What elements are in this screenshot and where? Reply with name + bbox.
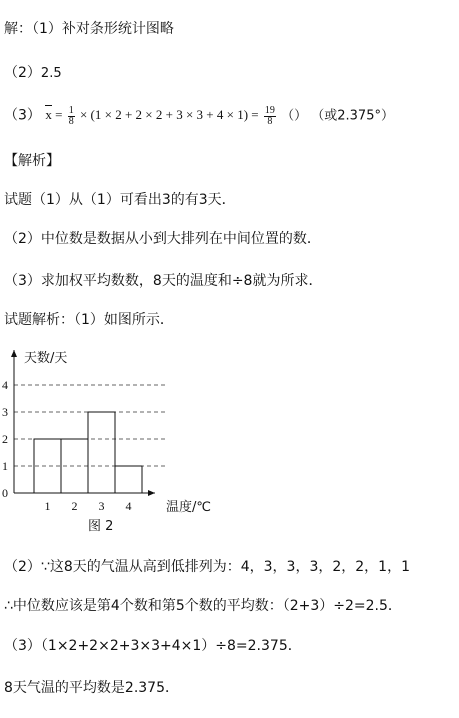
answer-line-7: （3）（1×2+2×2+3×3+4×1）÷8=2.375． <box>4 638 302 654</box>
solution-line-2 <box>4 64 62 83</box>
figure-caption: 图 2 <box>88 519 114 534</box>
y-tick-label: 2 <box>2 432 8 446</box>
line2-label: （2） <box>4 65 41 81</box>
fraction-denominator: 8 <box>68 116 74 127</box>
analysis-line-4: 试题解析：（1）如图所示． <box>4 312 174 328</box>
result-fraction <box>264 106 276 127</box>
x-axis-title: 温度/℃ <box>166 500 211 515</box>
x-tick-label: 4 <box>125 499 132 513</box>
weighted-sum-expression: × (1 × 2 + 2 × 2 + 3 × 3 + 4 × 1) = <box>79 107 259 123</box>
x-tick-label: 2 <box>71 499 78 513</box>
y-tick-label: 1 <box>2 459 8 473</box>
chart-grid <box>14 385 167 466</box>
bar <box>88 412 115 493</box>
line3-tail: （） （或2.375°） <box>281 108 394 124</box>
x-tick-label: 1 <box>44 499 51 513</box>
analysis-line-3: （3）求加权平均数数，8天的温度和÷8就为所求． <box>4 273 323 289</box>
chart-labels <box>2 350 211 534</box>
y-tick-label: 0 <box>2 486 8 500</box>
mean-x-symbol: x <box>45 107 52 123</box>
fraction-numerator: 1 <box>68 105 74 116</box>
analysis-line-2: （2）中位数是数据从小到大排列在中间位置的数． <box>4 231 321 247</box>
line3-label: （3） <box>4 107 41 124</box>
line2-value: 2.5 <box>40 66 62 81</box>
one-eighth-fraction <box>68 106 75 127</box>
chart-bars <box>34 412 142 493</box>
y-axis-title: 天数/天 <box>24 351 68 366</box>
y-tick-label: 3 <box>2 405 8 419</box>
y-axis-arrow-icon <box>11 350 17 357</box>
x-tick-label: 3 <box>98 499 105 513</box>
chart-axes <box>11 350 155 496</box>
analysis-header: 【解析】 <box>4 153 60 169</box>
y-tick-label: 4 <box>2 378 8 392</box>
bar-chart <box>0 340 260 540</box>
answer-line-5: （2）∵这8天的气温从高到低排列为：4，3，3，3，2，2，1，1 <box>4 559 410 575</box>
answer-line-6: ∴中位数应该是第4个数和第5个数的平均数：（2+3）÷2=2.5． <box>4 598 402 614</box>
bar <box>115 466 142 493</box>
equals-sign: = <box>55 107 63 123</box>
answer-line-8: 8天气温的平均数是2.375． <box>4 680 179 696</box>
solution-line-3 <box>4 106 394 127</box>
x-axis-arrow-icon <box>148 490 155 496</box>
result-numerator: 19 <box>264 105 275 116</box>
result-denominator: 8 <box>267 116 273 127</box>
solution-line-1: 解：（1）补对条形统计图略 <box>4 21 174 37</box>
analysis-line-1: 试题（1）从（1）可看出3的有3天． <box>4 192 236 208</box>
